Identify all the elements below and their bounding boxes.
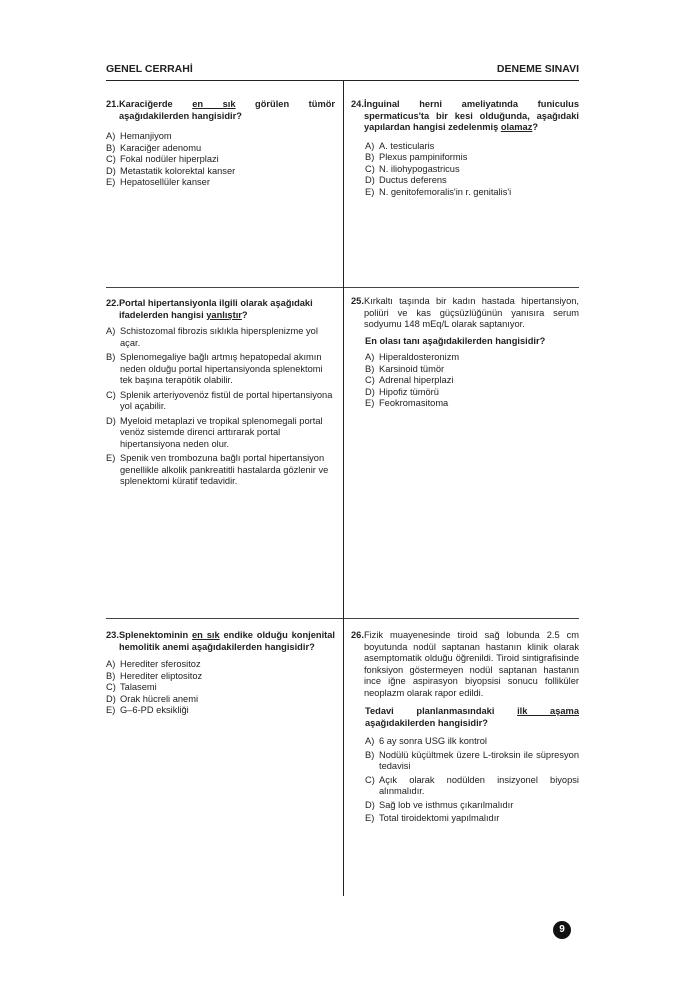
answer-options	[351, 141, 579, 199]
answer-option[interactable]: A) Herediter sferositoz	[106, 659, 201, 669]
answer-option[interactable]: D) Orak hücreli anemi	[106, 693, 199, 704]
answer-option[interactable]: C) Splenik arteriyovenöz fistül de portal hipertansiyona yol açabilir.	[106, 389, 333, 411]
answer-option[interactable]: B) Splenomegaliye bağlı artmış hepatopedal akımın neden olduğu portal hipertansiyonda splenektomi tek başına terapötik olabilir.	[106, 352, 323, 385]
question-stem: 21. Karaciğerde en sık görülen tümör aşağıdakilerden hangisidir?	[106, 99, 336, 121]
row-divider	[106, 618, 343, 619]
answer-option[interactable]: B) Nodülü küçültmek üzere L-tiroksin ile süpresyon tedavisi	[365, 749, 579, 771]
question-26	[351, 630, 579, 825]
question-stem: 25. Kırkaltı taşında bir kadın hastada hipertansiyon, poliüri ve kas güçsüzlüğünün yanısıra serum sodyumu 148 mEq/L olarak saptanıyor.	[351, 296, 579, 329]
question-prompt: En olası tanı aşağıdakilerden hangisidir?	[365, 335, 546, 346]
answer-options	[351, 352, 579, 410]
answer-option[interactable]: B) Karsinoid tümör	[365, 363, 445, 374]
answer-option[interactable]: E) N. genitofemoralis'in r. genitalis'i	[365, 186, 512, 197]
answer-option[interactable]: B) Plexus pampiniformis	[365, 152, 468, 162]
question-24	[351, 99, 579, 198]
header-subject: GENEL CERRAHİ	[106, 63, 193, 75]
answer-option[interactable]: A) Hemanjiyom	[106, 131, 172, 141]
answer-option[interactable]: D) Ductus deferens	[365, 175, 447, 185]
answer-option[interactable]: E) G–6-PD eksikliği	[106, 705, 189, 715]
answer-option[interactable]: B) Karaciğer adenomu	[106, 142, 202, 153]
emphasis-underline: yanlıştır	[206, 309, 242, 320]
question-stem: 23. Splenektominin en sık endike olduğu konjenital hemolitik anemi aşağıdakilerden hangisidir?	[106, 630, 335, 652]
row-divider	[106, 287, 343, 288]
answer-option[interactable]: A) Schistozomal fibrozis sıklıkla hipersplenizme yol açar.	[106, 326, 318, 348]
emphasis-underline: en sık	[192, 630, 220, 640]
emphasis-underline: olamaz	[500, 122, 533, 132]
emphasis-underline: en sık	[192, 99, 236, 109]
question-23	[106, 630, 335, 717]
answer-option[interactable]: E) Feokromasitoma	[365, 398, 449, 408]
answer-options	[106, 659, 335, 717]
answer-option[interactable]: C) Açık olarak nodülden insizyonel biyopsi alınmalıdır.	[365, 774, 579, 796]
answer-options	[351, 736, 579, 825]
answer-option[interactable]: E) Hepatosellüler kanser	[106, 177, 210, 187]
row-divider	[344, 618, 579, 619]
answer-option[interactable]: C) Talasemi	[106, 682, 157, 692]
question-25	[351, 296, 579, 410]
question-stem: 26. Fizik muayenesinde tiroid sağ lobunda 2.5 cm boyutunda nodül saptanan hastanın klinik olarak asemptomatik olduğu öğrenildi. Tiroid sintigrafisinde fonksiyon göstermeyen nodül saptanan hastanın ince iğne aspirasyon biyopsisi sonucu folliküler neoplazm olarak rapor edildi.	[351, 630, 579, 698]
answer-option[interactable]: C) Adrenal hiperplazi	[365, 375, 454, 385]
header-exam-title: DENEME SINAVI	[496, 63, 579, 75]
question-stem: 22. Portal hipertansiyonla ilgili olarak aşağıdaki ifadelerden hangisi yanlıştır?	[106, 298, 313, 320]
answer-options	[106, 326, 335, 488]
question-21	[106, 99, 335, 189]
answer-option[interactable]: D) Myeloid metaplazi ve tropikal splenomegali portal venöz sistemde direnci arttırarak portal hipertansiyona neden olur.	[106, 415, 323, 449]
page-number: 9	[553, 921, 571, 939]
answer-option[interactable]: A) 6 ay sonra USG ilk kontrol	[365, 736, 487, 746]
answer-option[interactable]: D) Sağ lob ve isthmus çıkarılmalıdır	[365, 799, 514, 810]
question-22	[106, 298, 335, 488]
answer-option[interactable]: B) Herediter eliptositoz	[106, 670, 203, 681]
answer-option[interactable]: A) Hiperaldosteronizm	[365, 352, 460, 362]
question-stem: 24. İnguinal herni ameliyatında funiculus spermaticus'ta bir kesi olduğunda, aşağıdaki yapılardan hangisi zedelenmiş olamaz?	[351, 99, 579, 132]
answer-option[interactable]: C) Fokal nodüler hiperplazi	[106, 154, 219, 164]
emphasis-underline: ilk aşama	[517, 706, 579, 716]
answer-option[interactable]: A) A. testicularis	[365, 140, 435, 151]
question-prompt: Tedavi planlanmasındaki ilk aşama aşağıdakilerden hangisidir?	[365, 706, 579, 728]
page-header	[106, 63, 579, 79]
row-divider	[344, 287, 579, 288]
answer-option[interactable]: D) Metastatik kolorektal kanser	[106, 165, 236, 176]
answer-option[interactable]: E) Total tiroidektomi yapılmalıdır	[365, 813, 500, 823]
answer-option[interactable]: C) N. iliohypogastricus	[365, 163, 460, 174]
answer-option[interactable]: E) Spenik ven trombozuna bağlı portal hipertansiyon genellikle alkolik pankreatitli hastalarda gözlenir ve splenektomi küratif tedavidir.	[106, 453, 329, 486]
answer-option[interactable]: D) Hipofiz tümörü	[365, 386, 439, 397]
column-divider	[343, 81, 344, 896]
answer-options	[106, 131, 335, 189]
